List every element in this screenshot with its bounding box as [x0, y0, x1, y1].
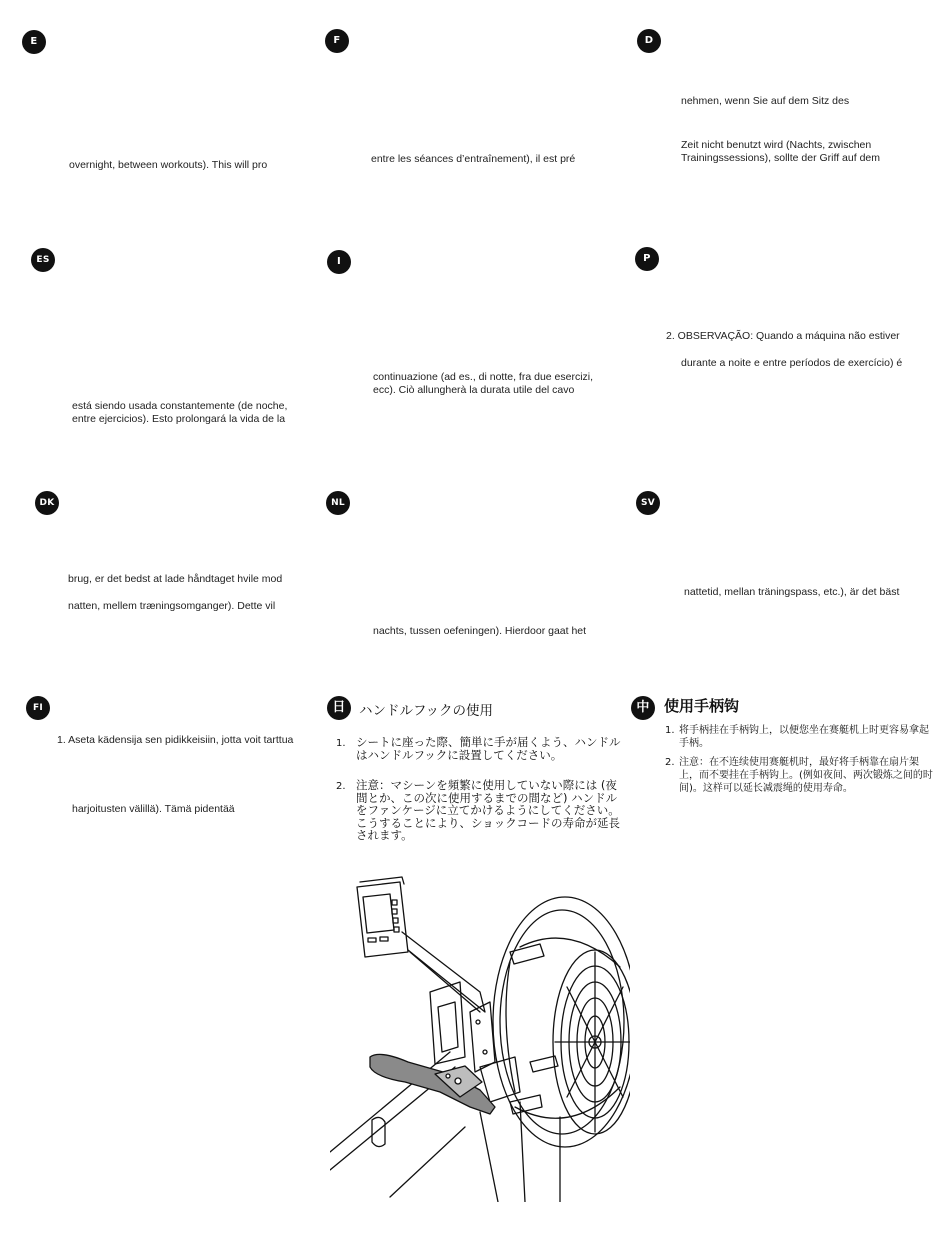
pt-text-line-2: durante a noite e entre períodos de exercício) é	[681, 357, 903, 369]
de-text-line-3: Trainingssessions), sollte der Griff auf dem	[681, 152, 880, 164]
dk-text-line-1: brug, er det bedst at lade håndtaget hvile mod	[68, 573, 283, 585]
zh-instruction-item	[665, 756, 937, 795]
jp-instruction-item	[336, 736, 626, 761]
jp-item-text: シートに座った際、簡単に手が届くよう、ハンドルはハンドルフックに設置してください。	[356, 735, 621, 762]
language-badge-jp: 日	[327, 696, 351, 720]
de-text-line-1: nehmen, wenn Sie auf dem Sitz des	[681, 95, 850, 107]
zh-section-heading: 使用手柄钩	[664, 697, 740, 715]
zh-instruction-list	[665, 724, 937, 801]
language-badge-es: ES	[31, 248, 55, 272]
zh-item-number: 1.	[665, 725, 675, 736]
rowing-machine-handle-hook-illustration	[330, 852, 630, 1202]
language-badge-pt: P	[635, 247, 659, 271]
zh-item-text: 将手柄挂在手柄钩上，以便您坐在赛艇机上时更容易拿起手柄。	[679, 725, 929, 749]
language-badge-en: E	[22, 30, 46, 54]
de-text-line-2: Zeit nicht benutzt wird (Nachts, zwischen	[681, 139, 872, 151]
language-badge-dk: DK	[35, 491, 59, 515]
language-badge-it: I	[327, 250, 351, 274]
language-badge-zh: 中	[631, 696, 655, 720]
language-badge-fi: FI	[26, 696, 50, 720]
language-badge-sv: SV	[636, 491, 660, 515]
jp-instruction-list	[336, 736, 626, 860]
zh-item-number: 2.	[665, 757, 675, 768]
jp-item-number: 1.	[336, 738, 346, 749]
language-badge-nl: NL	[326, 491, 350, 515]
jp-section-heading: ハンドルフックの使用	[359, 703, 494, 719]
dk-text-line-2: natten, mellem træningsomganger). Dette vil	[68, 600, 276, 612]
language-badge-fr: F	[325, 29, 349, 53]
en-text-line: overnight, between workouts). This will pro	[69, 159, 268, 171]
fr-text-line: entre les séances d’entraînement), il est pré	[371, 153, 576, 165]
es-text-line-1: está siendo usada constantemente (de noche,	[72, 400, 288, 412]
zh-item-text: 注意：在不连续使用赛艇机时，最好将手柄靠在扇片架上，而不要挂在手柄钩上。(例如夜间、两次锻炼之间的时间)。这样可以延长减震绳的使用寿命。	[679, 757, 933, 794]
nl-text-line: nachts, tussen oefeningen). Hierdoor gaat het	[373, 625, 587, 637]
pt-text-line-1: 2. OBSERVAÇÃO: Quando a máquina não estiver	[666, 330, 900, 342]
sv-text-line: nattetid, mellan träningspass, etc.), är det bäst	[684, 586, 900, 598]
es-text-line-2: entre ejercicios). Esto prolongará la vida de la	[72, 413, 286, 425]
jp-item-text: 注意：マシーンを頻繁に使用していない際には (夜間とか、この次に使用するまでの間など) ハンドルをファンケージに立てかけるようにしてください。こうすることにより、ショックコードの寿命が延長されます。	[356, 778, 621, 842]
fi-text-line-2: harjoitusten välillä). Tämä pidentää	[72, 803, 235, 815]
it-text-line-2: ecc). Ciò allungherà la durata utile del cavo	[373, 384, 575, 396]
zh-instruction-item	[665, 724, 937, 750]
language-badge-de: D	[637, 29, 661, 53]
jp-item-number: 2.	[336, 781, 346, 792]
it-text-line-1: continuazione (ad es., di notte, fra due esercizi,	[373, 371, 594, 383]
fi-text-line-1: 1. Aseta kädensija sen pidikkeisiin, jotta voit tarttua	[57, 734, 294, 746]
jp-instruction-item	[336, 779, 626, 842]
